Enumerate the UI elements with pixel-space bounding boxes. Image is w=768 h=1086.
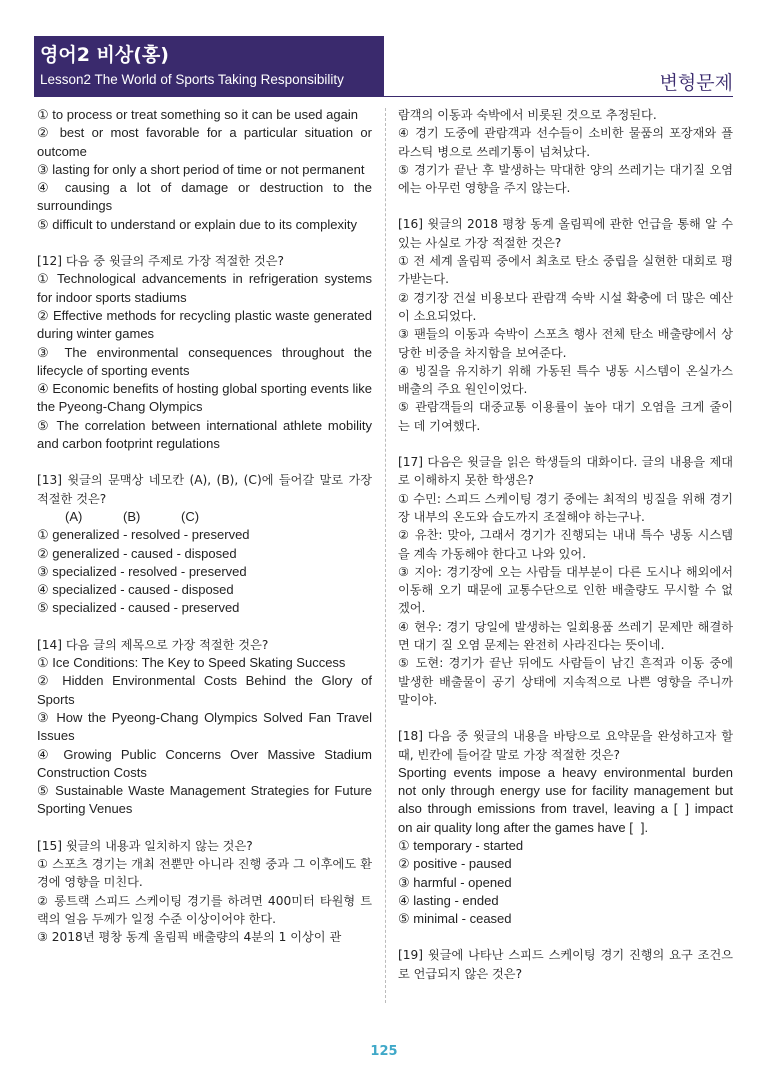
q16-option-1: ① 전 세계 올림픽 중에서 최초로 탄소 중립을 실현한 대회로 평가받는다. <box>398 254 733 287</box>
q18-options <box>398 837 733 928</box>
q12-options <box>37 270 372 453</box>
q14-option-4: ④ Growing Public Concerns Over Massive Stadium Construction Costs <box>37 746 372 780</box>
q14-option-3: ③ How the Pyeong-Chang Olympics Solved Fan Travel Issues <box>37 709 372 744</box>
q18-option-5: ⑤ minimal - ceased <box>398 911 512 927</box>
q17-option-3: ③ 지아: 경기장에 오는 사람들 대부분이 다른 도시나 해외에서 이동해 오기 때문에 교통수단으로 인한 배출량도 무시할 수 없겠어. <box>398 564 733 616</box>
q15-option-5: ⑤ 경기가 끝난 후 발생하는 막대한 양의 쓰레기는 대기질 오염에는 아무런 영향을 주지 않는다. <box>398 162 733 196</box>
q15-stem: [15] 윗글의 내용과 일치하지 않는 것은? <box>37 838 253 853</box>
q11-option-4: ④ causing a lot of damage or destruction to the surroundings <box>37 180 372 214</box>
q12-option-3: ③ The environmental consequences throughout the lifecycle of sporting events <box>37 344 372 378</box>
q12-stem: [12] 다음 중 윗글의 주제로 가장 적절한 것은? <box>37 254 284 269</box>
q11-option-2: ② best or most favorable for a particular situation or outcome <box>37 125 372 159</box>
q18-summary <box>398 764 733 837</box>
q16-option-5: ⑤ 관람객들의 대중교통 이용률이 높아 대기 오염을 크게 줄이는 데 기여했다. <box>398 400 733 433</box>
left-column <box>37 106 372 946</box>
q13-option-1: ① generalized - resolved - preserved <box>37 527 250 543</box>
q15-option-3-continued: 람객의 이동과 숙박에서 비롯된 것으로 추정된다. <box>398 108 657 122</box>
q18-option-2: ② positive - paused <box>398 856 512 872</box>
q14-options <box>37 654 372 819</box>
q13-head-a: (A) <box>65 508 83 524</box>
q13-column-heads <box>37 508 372 526</box>
q17-option-2: ② 유찬: 맞아, 그래서 경기가 진행되는 내내 특수 냉동 시스템을 계속 가동해야 한다고 나와 있어. <box>398 528 733 561</box>
q17-option-5: ⑤ 도현: 경기가 끝난 뒤에도 사람들이 남긴 흔적과 이동 중에 발생한 배출물이 공기 상태에 지속적으로 나쁜 영향을 주니까 말이야. <box>398 656 733 707</box>
q18-summary-part-1: Sporting events impose a heavy environmental burden not only through energy use for facility management but also through emissions from travel, leaving a [ <box>398 764 733 817</box>
q12-option-4: ④ Economic benefits of hosting global sporting events like the Pyeong-Chang Olympics <box>37 381 372 415</box>
q15-option-3: ③ 2018년 평창 동계 올림픽 배출량의 4분의 1 이상이 관 <box>37 930 342 945</box>
column-divider <box>385 108 386 1003</box>
q16-option-3: ③ 팬들의 이동과 숙박이 스포츠 행사 전체 탄소 배출량에서 상당한 비중을 차지함을 보여준다. <box>398 327 733 360</box>
q18-option-3: ③ harmful - opened <box>398 874 512 890</box>
q15-option-2: ② 롱트랙 스피드 스케이팅 경기를 하려면 400미터 타원형 트랙의 얼음 두께가 일정 수준 이상이어야 한다. <box>37 893 372 926</box>
q18-summary-part-3: ]. <box>640 819 649 835</box>
q17-option-1: ① 수민: 스피드 스케이팅 경기 중에는 최적의 빙질을 위해 경기장 내부의 온도와 습도까지 조절해야 하는구나. <box>398 491 733 524</box>
q11-option-1: ① to process or treat something so it can be used again <box>37 107 358 122</box>
q17-stem: [17] 다음은 윗글을 읽은 학생들의 대화이다. 글의 내용을 제대로 이해하지 못한 학생은? <box>398 455 733 488</box>
section-tag: 변형문제 <box>659 72 733 94</box>
q13-option-5: ⑤ specialized - caused - preserved <box>37 600 240 616</box>
q18-option-1: ① temporary - started <box>398 837 524 853</box>
q11-option-5: ⑤ difficult to understand or explain due to its complexity <box>37 216 357 232</box>
q15-option-4: ④ 경기 도중에 관람객과 선수들이 소비한 물품의 포장재와 플라스틱 병으로 쓰레기통이 넘쳐났다. <box>398 126 733 159</box>
q13-stem: [13] 윗글의 문맥상 네모칸 (A), (B), (C)에 들어갈 말로 가장 적절한 것은? <box>37 473 372 506</box>
q18-option-4: ④ lasting - ended <box>398 892 499 908</box>
q16-option-4: ④ 빙질을 유지하기 위해 가동된 특수 냉동 시스템이 온실가스 배출의 주요 원인이었다. <box>398 363 733 397</box>
q18-summary-part-2: ] impact on air quality long after the games have [ <box>398 801 733 835</box>
right-column <box>398 106 733 983</box>
q13-option-2: ② generalized - caused - disposed <box>37 545 237 561</box>
q18-stem: [18] 다음 중 윗글의 내용을 바탕으로 요약문을 완성하고자 할 때, 빈칸에 들어갈 말로 가장 적절한 것은? <box>398 729 733 762</box>
lesson-title: Lesson2 The World of Sports Taking Responsibility <box>40 72 344 87</box>
q12-option-5: ⑤ The correlation between international athlete mobility and carbon footprint regulations <box>37 417 372 452</box>
q11-options <box>37 106 372 234</box>
header-rule <box>34 96 733 97</box>
q14-stem: [14] 다음 글의 제목으로 가장 적절한 것은? <box>37 637 269 652</box>
q14-option-5: ⑤ Sustainable Waste Management Strategies for Future Sporting Venues <box>37 783 372 817</box>
q16-stem: [16] 윗글의 2018 평창 동계 올림픽에 관한 언급을 통해 알 수 있는 사실로 가장 적절한 것은? <box>398 217 733 250</box>
q12-option-1: ① Technological advancements in refrigeration systems for indoor sports stadiums <box>37 271 372 305</box>
q13-option-3: ③ specialized - resolved - preserved <box>37 563 247 579</box>
q13-options <box>37 526 372 617</box>
q12-option-2: ② Effective methods for recycling plastic waste generated during winter games <box>37 307 372 342</box>
q17-option-4: ④ 현우: 경기 당일에 발생하는 일회용품 쓰레기 문제만 해결하면 대기 질 오염 문제는 완전히 사라진다는 뜻이네. <box>398 619 733 653</box>
q19-stem: [19] 윗글에 나타난 스피드 스케이팅 경기 진행의 요구 조건으로 언급되지 않은 것은? <box>398 948 733 981</box>
q13-head-b: (B) <box>123 508 141 524</box>
q13-option-4: ④ specialized - caused - disposed <box>37 582 234 598</box>
q13-head-c: (C) <box>181 508 200 524</box>
q11-option-3: ③ lasting for only a short period of time or not permanent <box>37 161 365 177</box>
q14-option-2: ② Hidden Environmental Costs Behind the Glory of Sports <box>37 673 372 707</box>
q14-option-1: ① Ice Conditions: The Key to Speed Skating Success <box>37 655 346 671</box>
book-title: 영어2 비상(홍) <box>40 44 169 66</box>
q16-option-2: ② 경기장 건설 비용보다 관람객 숙박 시설 확충에 더 많은 예산이 소요되었다. <box>398 290 733 323</box>
page-number: 125 <box>370 1044 398 1059</box>
q15-option-1: ① 스포츠 경기는 개최 전뿐만 아니라 진행 중과 그 이후에도 환경에 영향을 미친다. <box>37 856 372 890</box>
